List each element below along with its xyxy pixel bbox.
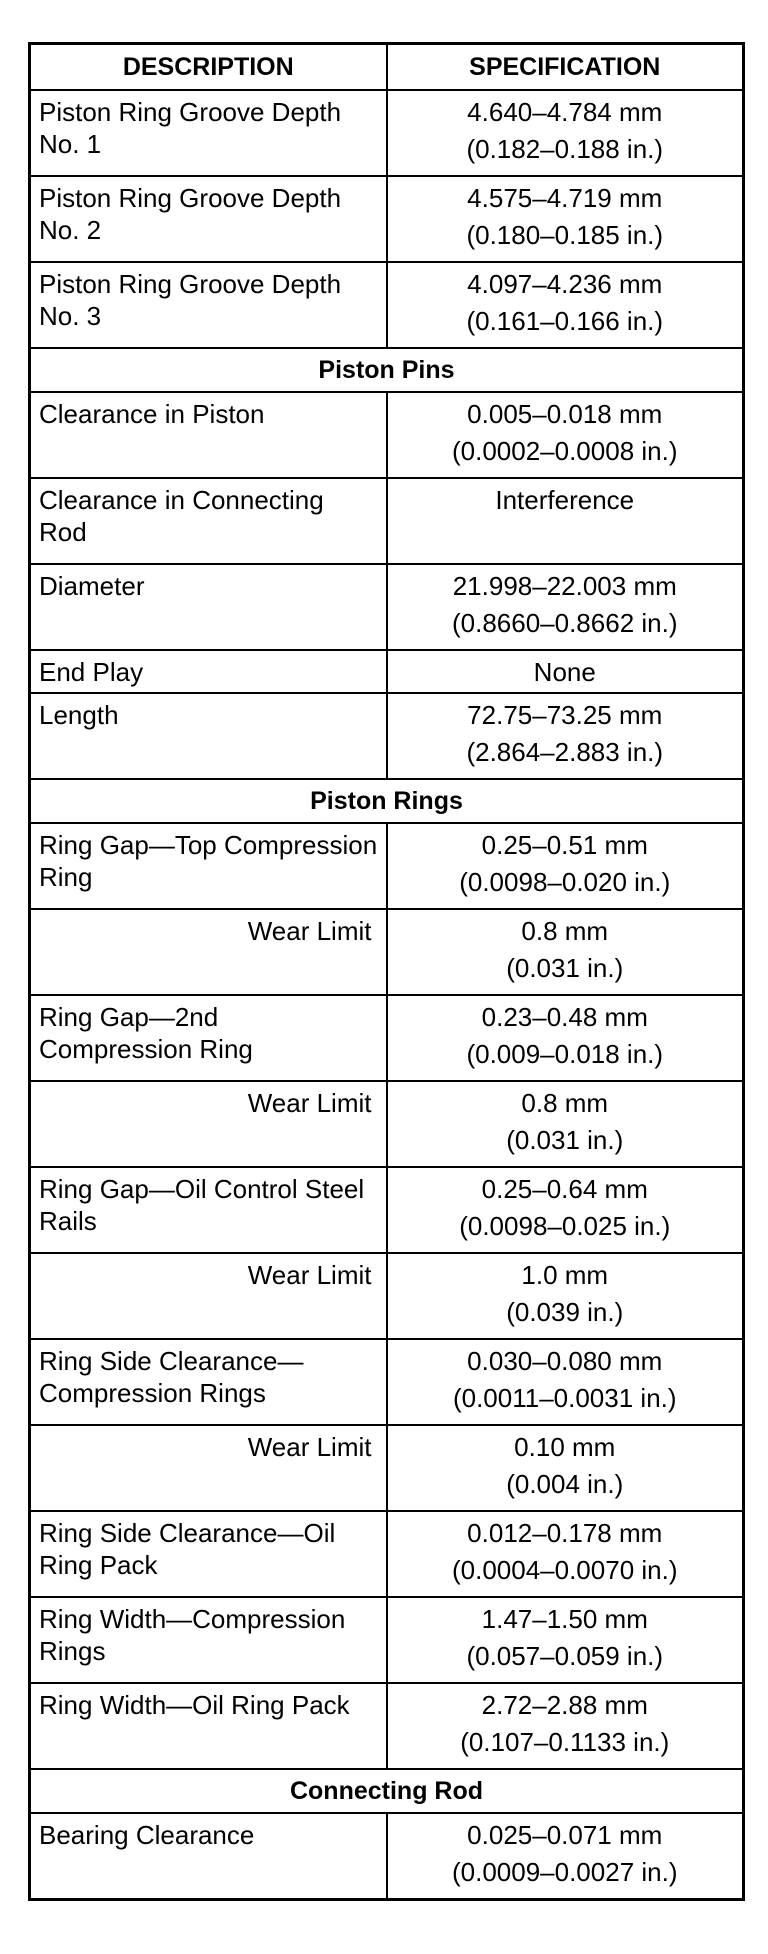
specification-cell — [387, 478, 744, 564]
spec-metric-value: 4.575–4.719 mm — [467, 183, 663, 213]
specification-cell — [387, 90, 744, 176]
description-cell — [30, 1339, 387, 1425]
description-text: Bearing Clearance — [39, 1820, 255, 1850]
description-text: Ring Side Clearance—Compression Rings — [39, 1346, 304, 1408]
section-header-row — [30, 779, 744, 823]
specification-cell — [387, 693, 744, 779]
specification-cell — [387, 1253, 744, 1339]
specification-cell — [387, 823, 744, 909]
spec-metric-value: 4.640–4.784 mm — [467, 97, 663, 127]
spec-metric-value: 4.097–4.236 mm — [467, 269, 663, 299]
specification-cell — [387, 262, 744, 348]
spec-imperial-value: (0.161–0.166 in.) — [466, 306, 664, 336]
table-row — [30, 995, 744, 1081]
table-row — [30, 478, 744, 564]
specification-cell — [387, 1597, 744, 1683]
description-text: Ring Gap—Oil Control Steel Rails — [39, 1174, 365, 1236]
table-row — [30, 823, 744, 909]
table-row — [30, 1339, 744, 1425]
spec-metric-value: 1.0 mm — [521, 1260, 609, 1290]
table-header-row — [30, 44, 744, 91]
table-row — [30, 1511, 744, 1597]
section-title: Connecting Rod — [30, 1769, 744, 1813]
spec-imperial-value: (0.039 in.) — [506, 1297, 624, 1327]
table-row — [30, 1081, 744, 1167]
wear-limit-label: Wear Limit — [247, 1260, 372, 1290]
spec-metric-value: 2.72–2.88 mm — [481, 1690, 648, 1720]
description-cell — [30, 392, 387, 478]
spec-imperial-value: (0.0002–0.0008 in.) — [451, 436, 678, 466]
table-body — [30, 90, 744, 1899]
description-text: Ring Gap—2nd Compression Ring — [39, 1002, 253, 1064]
wear-limit-label: Wear Limit — [247, 1088, 372, 1118]
description-text: Ring Gap—Top Compression Ring — [39, 830, 378, 892]
spec-imperial-value: (0.0009–0.0027 in.) — [451, 1857, 678, 1887]
spec-imperial-value: (0.107–0.1133 in.) — [460, 1727, 670, 1757]
description-text: Piston Ring Groove Depth No. 3 — [39, 269, 342, 331]
description-cell — [30, 650, 387, 693]
spec-metric-value: 0.030–0.080 mm — [467, 1346, 663, 1376]
table-row — [30, 1813, 744, 1899]
table-row — [30, 1425, 744, 1511]
description-cell — [30, 1511, 387, 1597]
section-header-row — [30, 1769, 744, 1813]
spec-metric-value: 72.75–73.25 mm — [467, 700, 663, 730]
description-cell — [30, 1425, 387, 1511]
description-cell — [30, 176, 387, 262]
description-cell — [30, 262, 387, 348]
table-row — [30, 90, 744, 176]
table-row — [30, 909, 744, 995]
spec-imperial-value: (0.182–0.188 in.) — [466, 134, 664, 164]
table-row — [30, 693, 744, 779]
description-cell — [30, 995, 387, 1081]
spec-metric-value: 1.47–1.50 mm — [481, 1604, 648, 1634]
spec-metric-value: 0.8 mm — [521, 916, 609, 946]
specification-cell — [387, 650, 744, 693]
spec-metric-value: 0.8 mm — [521, 1088, 609, 1118]
spec-metric-value: 0.25–0.51 mm — [481, 830, 648, 860]
spec-metric-value: None — [533, 657, 596, 687]
description-text: Length — [39, 700, 119, 730]
spec-imperial-value: (0.004 in.) — [506, 1469, 624, 1499]
description-text: End Play — [39, 657, 144, 687]
section-title: Piston Pins — [30, 348, 744, 392]
specification-cell — [387, 1511, 744, 1597]
spec-metric-value: 21.998–22.003 mm — [452, 571, 677, 601]
section-title: Piston Rings — [30, 779, 744, 823]
specification-cell — [387, 1339, 744, 1425]
specification-cell — [387, 1425, 744, 1511]
specification-cell — [387, 1813, 744, 1899]
spec-imperial-value: (0.031 in.) — [506, 1125, 624, 1155]
section-header-row — [30, 348, 744, 392]
specification-cell — [387, 176, 744, 262]
spec-imperial-value: (0.0098–0.025 in.) — [459, 1211, 671, 1241]
description-text: Piston Ring Groove Depth No. 2 — [39, 183, 342, 245]
description-cell — [30, 478, 387, 564]
specification-table — [28, 42, 745, 1901]
table-row — [30, 650, 744, 693]
specification-cell — [387, 1683, 744, 1769]
description-text: Clearance in Connecting Rod — [39, 485, 324, 547]
description-cell — [30, 1597, 387, 1683]
description-cell — [30, 1683, 387, 1769]
spec-metric-value: Interference — [495, 485, 635, 515]
spec-imperial-value: (0.0004–0.0070 in.) — [451, 1555, 678, 1585]
description-cell — [30, 1167, 387, 1253]
specification-cell — [387, 909, 744, 995]
specification-cell — [387, 1167, 744, 1253]
spec-imperial-value: (0.009–0.018 in.) — [466, 1039, 664, 1069]
description-cell — [30, 1081, 387, 1167]
spec-imperial-value: (2.864–2.883 in.) — [466, 737, 664, 767]
spec-metric-value: 0.012–0.178 mm — [467, 1518, 663, 1548]
description-cell — [30, 823, 387, 909]
spec-metric-value: 0.25–0.64 mm — [481, 1174, 648, 1204]
description-text: Ring Width—Oil Ring Pack — [39, 1690, 350, 1720]
description-column-header: DESCRIPTION — [30, 44, 387, 91]
description-cell — [30, 1253, 387, 1339]
table-row — [30, 392, 744, 478]
description-text: Piston Ring Groove Depth No. 1 — [39, 97, 342, 159]
spec-imperial-value: (0.0098–0.020 in.) — [459, 867, 671, 897]
description-cell — [30, 90, 387, 176]
spec-metric-value: 0.025–0.071 mm — [467, 1820, 663, 1850]
spec-imperial-value: (0.8660–0.8662 in.) — [451, 608, 678, 638]
spec-metric-value: 0.005–0.018 mm — [467, 399, 663, 429]
table-row — [30, 1597, 744, 1683]
wear-limit-label: Wear Limit — [247, 916, 372, 946]
description-text: Ring Width—Compression Rings — [39, 1604, 346, 1666]
specification-cell — [387, 1081, 744, 1167]
description-cell — [30, 693, 387, 779]
specification-cell — [387, 392, 744, 478]
table-row — [30, 1167, 744, 1253]
spec-imperial-value: (0.057–0.059 in.) — [466, 1641, 664, 1671]
specification-column-header: SPECIFICATION — [387, 44, 744, 91]
specification-cell — [387, 564, 744, 650]
table-row — [30, 1683, 744, 1769]
table-row — [30, 262, 744, 348]
spec-metric-value: 0.10 mm — [514, 1432, 616, 1462]
spec-imperial-value: (0.031 in.) — [506, 953, 624, 983]
description-text: Ring Side Clearance—Oil Ring Pack — [39, 1518, 336, 1580]
table-row — [30, 564, 744, 650]
description-text: Diameter — [39, 571, 145, 601]
table-row — [30, 176, 744, 262]
specification-cell — [387, 995, 744, 1081]
spec-metric-value: 0.23–0.48 mm — [481, 1002, 648, 1032]
spec-imperial-value: (0.180–0.185 in.) — [466, 220, 664, 250]
description-text: Clearance in Piston — [39, 399, 265, 429]
description-cell — [30, 909, 387, 995]
wear-limit-label: Wear Limit — [247, 1432, 372, 1462]
description-cell — [30, 564, 387, 650]
description-cell — [30, 1813, 387, 1899]
spec-imperial-value: (0.0011–0.0031 in.) — [452, 1383, 677, 1413]
table-row — [30, 1253, 744, 1339]
